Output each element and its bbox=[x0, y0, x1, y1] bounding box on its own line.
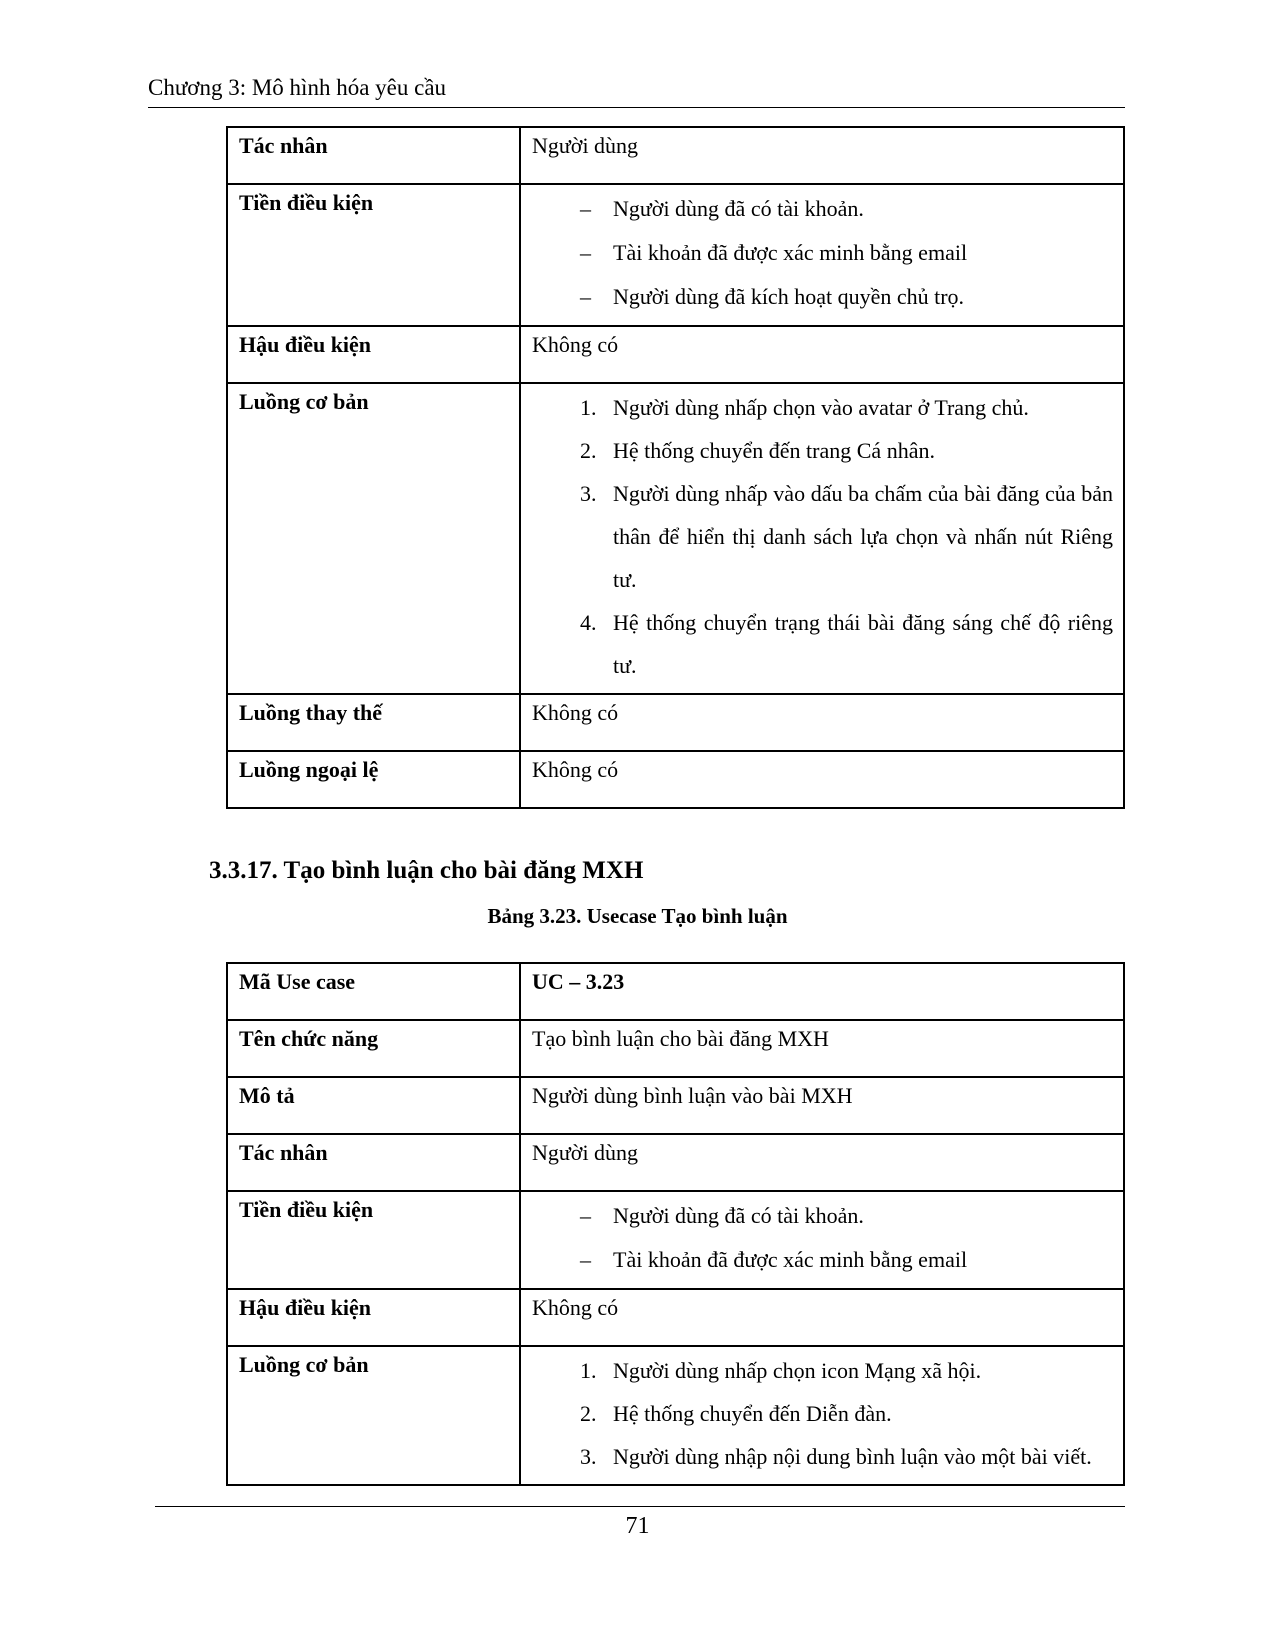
row-label: Luồng cơ bản bbox=[227, 1346, 520, 1485]
step-text: Hệ thống chuyển đến trang Cá nhân. bbox=[613, 438, 935, 463]
step-item bbox=[532, 601, 1113, 687]
table-row bbox=[227, 751, 1124, 808]
row-value: Người dùng bình luận vào bài MXH bbox=[520, 1077, 1124, 1134]
row-label: Mã Use case bbox=[227, 963, 520, 1020]
table-row bbox=[227, 1346, 1124, 1485]
table-row bbox=[227, 963, 1124, 1020]
section-heading: 3.3.17. Tạo bình luận cho bài đăng MXH bbox=[209, 857, 644, 884]
table-row bbox=[227, 1134, 1124, 1191]
table-row bbox=[227, 184, 1124, 326]
table-row bbox=[227, 1191, 1124, 1289]
row-value: Không có bbox=[520, 326, 1124, 383]
step-item bbox=[532, 1392, 1113, 1435]
usecase-table-uc-3-23 bbox=[226, 962, 1125, 1486]
step-number: 2. bbox=[580, 438, 597, 463]
step-number: 3. bbox=[580, 1444, 597, 1469]
bullet-item: – Người dùng đã có tài khoản. bbox=[532, 1194, 1113, 1238]
table-caption: Bảng 3.23. Usecase Tạo bình luận bbox=[487, 904, 788, 928]
row-bullets bbox=[520, 184, 1124, 326]
row-steps bbox=[520, 1346, 1124, 1485]
step-number: 4. bbox=[580, 610, 597, 635]
row-value: Không có bbox=[520, 751, 1124, 808]
row-label: Tiền điều kiện bbox=[227, 1191, 520, 1289]
row-label: Tiền điều kiện bbox=[227, 184, 520, 326]
bullet-item: – Tài khoản đã được xác minh bằng email bbox=[532, 231, 1113, 275]
step-item bbox=[532, 1349, 1113, 1392]
row-bullets bbox=[520, 1191, 1124, 1289]
step-text: Hệ thống chuyển đến Diễn đàn. bbox=[613, 1401, 892, 1426]
table-row bbox=[227, 383, 1124, 694]
page-header bbox=[148, 72, 1125, 108]
table-row bbox=[227, 694, 1124, 751]
bullet-item: – Người dùng đã có tài khoản. bbox=[532, 187, 1113, 231]
step-item bbox=[532, 386, 1113, 429]
bullet-item: – Người dùng đã kích hoạt quyền chủ trọ. bbox=[532, 275, 1113, 319]
row-value: Tạo bình luận cho bài đăng MXH bbox=[520, 1020, 1124, 1077]
step-number: 1. bbox=[580, 1358, 597, 1383]
step-number: 1. bbox=[580, 395, 597, 420]
row-label: Tác nhân bbox=[227, 127, 520, 184]
row-steps bbox=[520, 383, 1124, 694]
row-label: Luồng thay thế bbox=[227, 694, 520, 751]
step-number: 2. bbox=[580, 1401, 597, 1426]
step-text: Người dùng nhấp chọn vào avatar ở Trang chủ. bbox=[613, 395, 1029, 420]
row-label: Mô tả bbox=[227, 1077, 520, 1134]
table-row bbox=[227, 127, 1124, 184]
step-item bbox=[532, 1435, 1113, 1478]
page-number: 71 bbox=[625, 1513, 650, 1539]
row-label: Tên chức năng bbox=[227, 1020, 520, 1077]
row-value: Người dùng bbox=[520, 1134, 1124, 1191]
step-item bbox=[532, 429, 1113, 472]
step-item bbox=[532, 472, 1113, 601]
row-label: Luồng ngoại lệ bbox=[227, 751, 520, 808]
step-text: Người dùng nhấp vào dấu ba chấm của bài đăng của bản thân để hiển thị danh sách lựa chọn và nhấn nút Riêng tư. bbox=[613, 481, 1113, 592]
step-number: 3. bbox=[580, 481, 597, 506]
bullet-item: – Tài khoản đã được xác minh bằng email bbox=[532, 1238, 1113, 1282]
table-row bbox=[227, 1077, 1124, 1134]
step-text: Người dùng nhập nội dung bình luận vào một bài viết. bbox=[613, 1444, 1092, 1469]
row-label: Luồng cơ bản bbox=[227, 383, 520, 694]
step-text: Người dùng nhấp chọn icon Mạng xã hội. bbox=[613, 1358, 982, 1383]
row-value: Không có bbox=[520, 1289, 1124, 1346]
usecase-table-continued bbox=[226, 126, 1125, 809]
row-label: Tác nhân bbox=[227, 1134, 520, 1191]
row-label: Hậu điều kiện bbox=[227, 1289, 520, 1346]
row-value: Người dùng bbox=[520, 127, 1124, 184]
table-row bbox=[227, 1020, 1124, 1077]
row-value: Không có bbox=[520, 694, 1124, 751]
footer-divider bbox=[155, 1506, 1125, 1507]
table-row bbox=[227, 326, 1124, 383]
row-label: Hậu điều kiện bbox=[227, 326, 520, 383]
chapter-title: Chương 3: Mô hình hóa yêu cầu bbox=[148, 75, 447, 100]
step-text: Hệ thống chuyển trạng thái bài đăng sáng chế độ riêng tư. bbox=[613, 610, 1113, 678]
table-row bbox=[227, 1289, 1124, 1346]
row-value: UC – 3.23 bbox=[520, 963, 1124, 1020]
